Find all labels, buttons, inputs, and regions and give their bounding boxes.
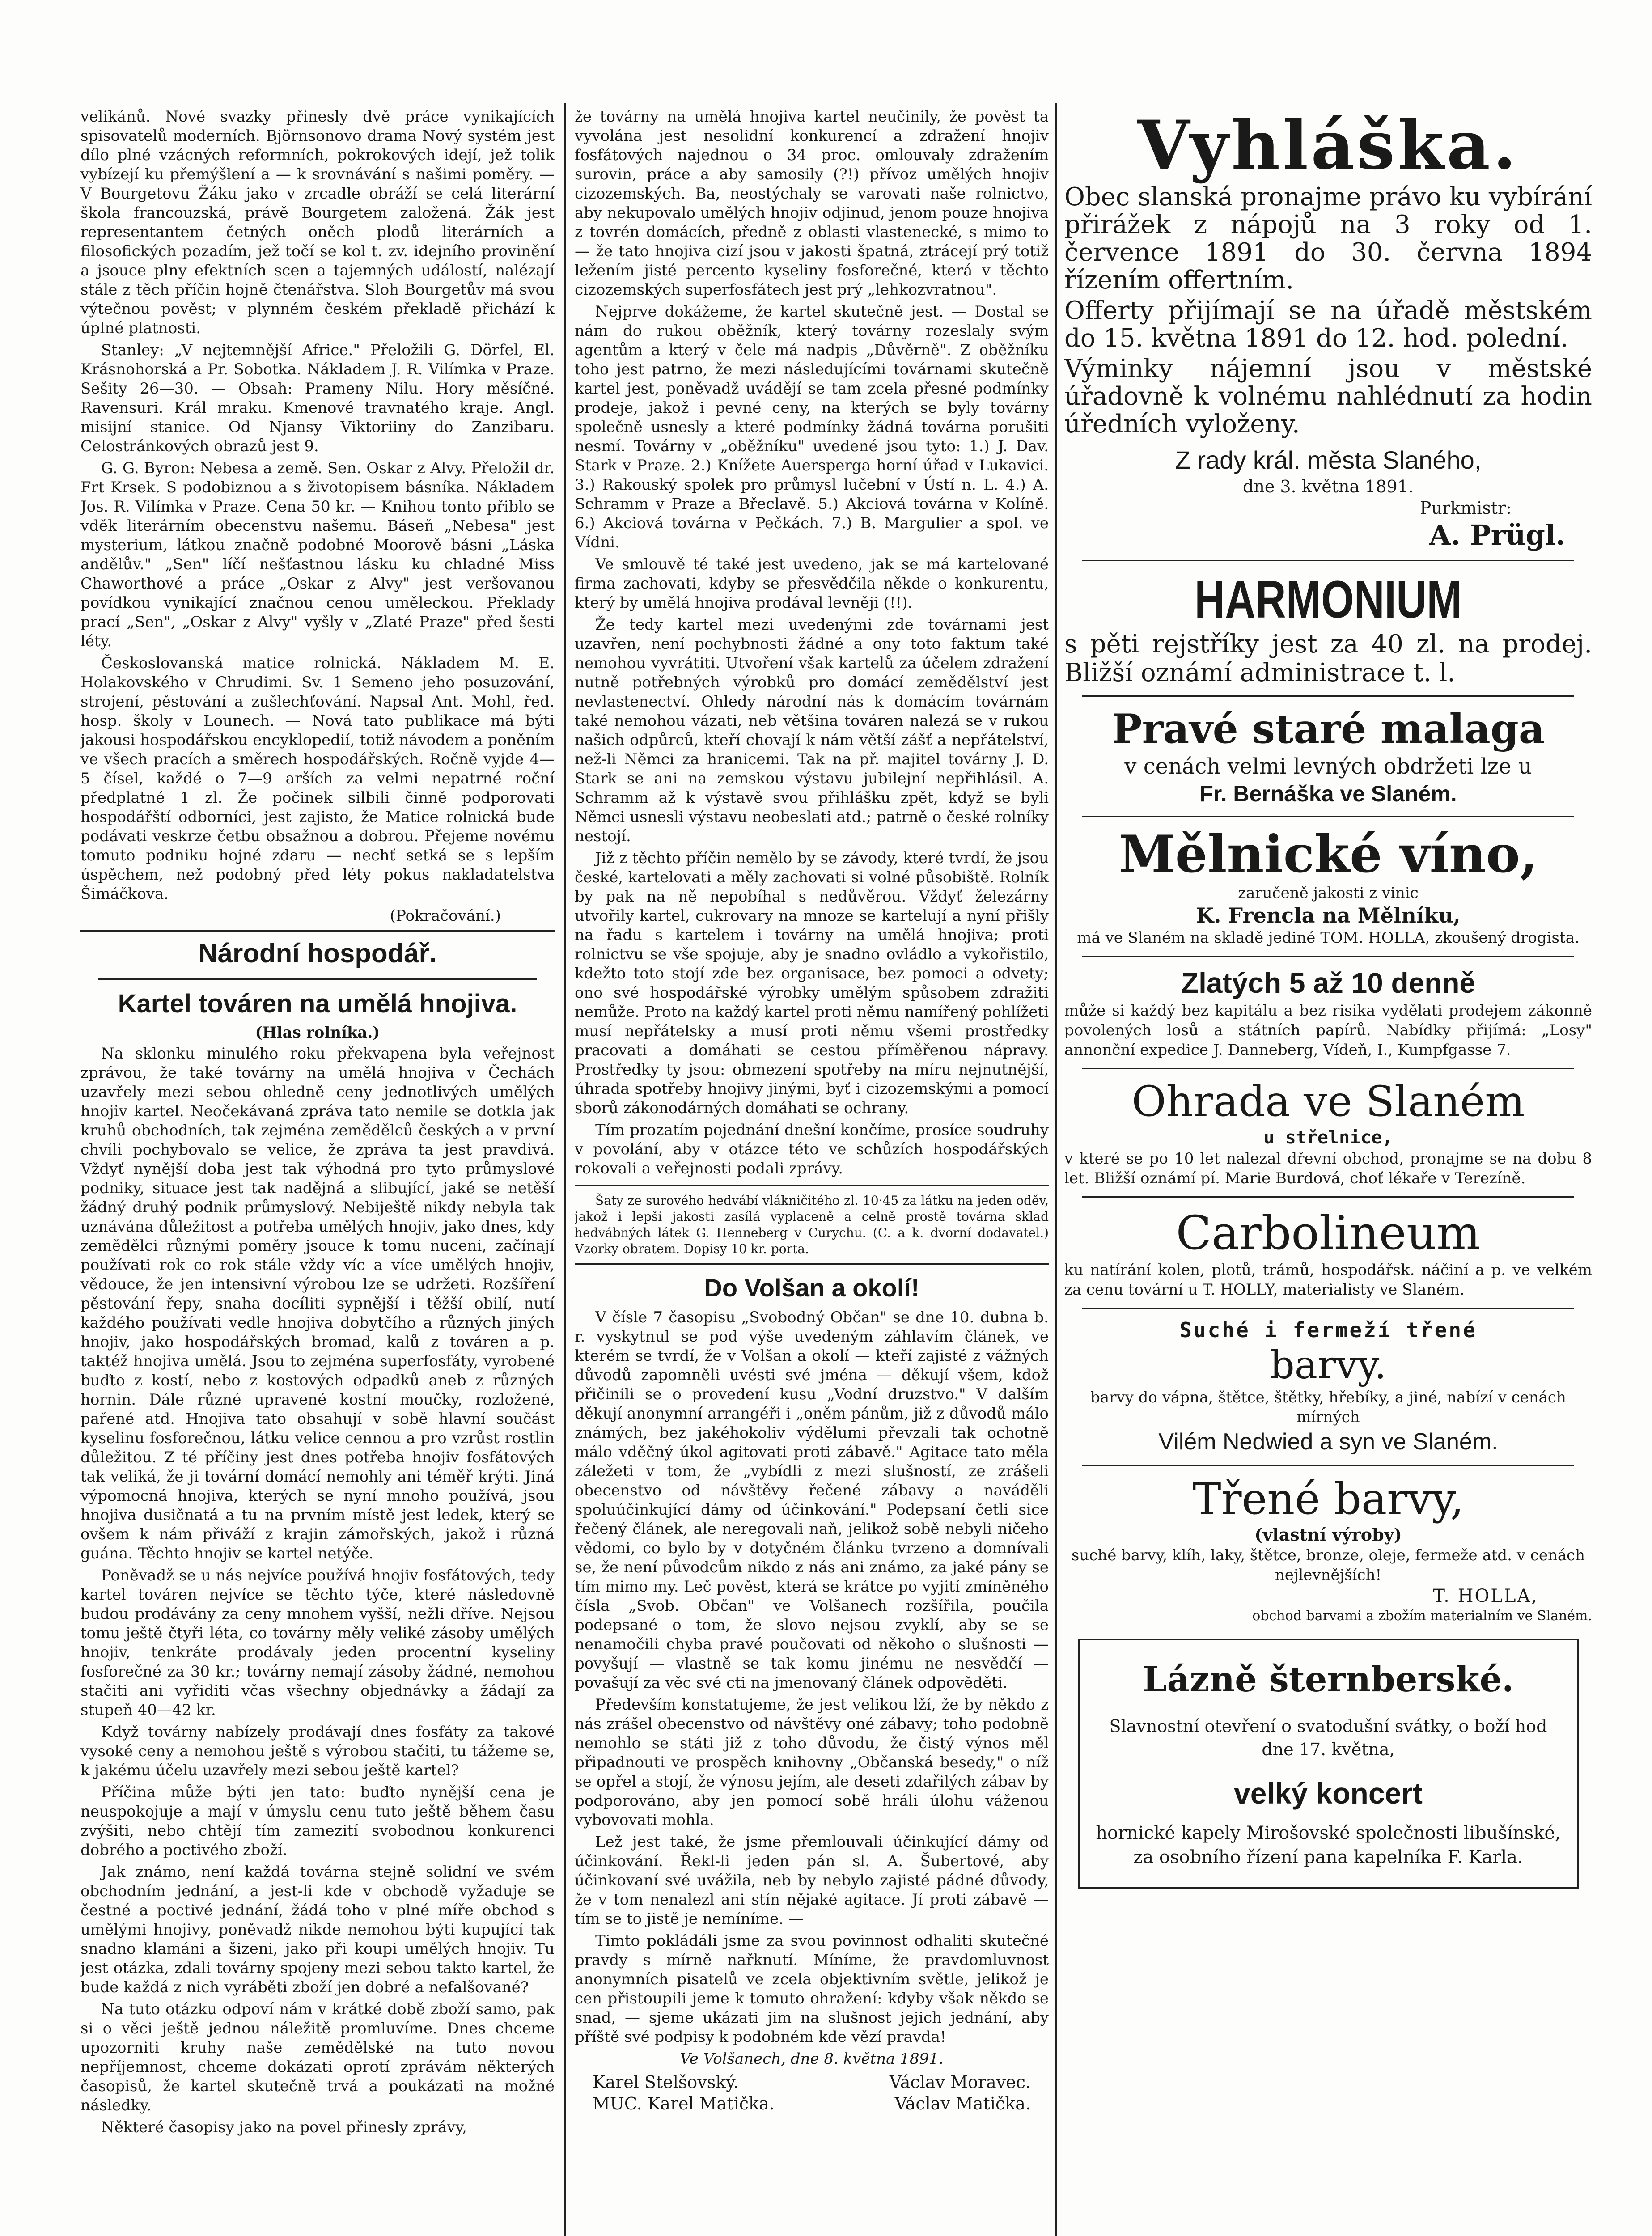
malaga-seller: Fr. Bernáška ve Slaném. <box>1199 781 1457 806</box>
intro-paragraph: velikánů. Nové svazky přinesly dvě práce vynikajících spisovatelů moderních. Björnsonovo drama Nový systém jest dílo plné vzácných reformních, pokrokových idejí, jež tolik vybízejí ku přemýšlení a — k srovnávání s našimi poměry. — V Bourgetovu Žáku jako v zrcadle obráží se celá literární škola francouzská, právě Bourgetem založená. Žák jest representantem četných oněch plodů literárních a filosofických pozadím, jež točí se kol t. zv. idejního provinění a jsouce plny efektních scen a tajemných událostí, nalézají stále z těch příčin hojně čtenářstva. Sloh Bourgetův má svou výtečnou pověst; v plynném českém překladě přichází k úplné platnosti. <box>80 108 555 337</box>
lazne-title: Lázně šternberské. <box>1142 1659 1514 1700</box>
lazne-band: hornické kapely Mirošovské společnosti libušínské, za osobního řízení pana kapelníka F. Karla. <box>1096 1823 1561 1868</box>
article-source: (Hlas rolníka.) <box>255 1024 380 1042</box>
article-paragraph: Že tedy kartel mezi uvedenými zde továrnami jest uzavřen, není pochybnosti žádné a ony toto faktum také nemohou vyvrátiti. Utvoření však kartelů za účelem zdražení nutně potřebných výrobků pro domácí zemědělství jest nevlastenectví. Ohledy národní nás k domácím továrnám také nemohou vázati, neb většina továren nalezá se v rukou našich odpůrců, kteří chovají k nám větší zášť a nepřátelství, než-li Němci za hranicemi. Tak na př. majitel továrny J. D. Stark se ani na zemskou výstavu jubilejní nepřihlásil. A. Schramm až k výstavě svou přihlášku zpět, když se byli Němci usnesli výstavu neobeslati atd.; patrně o české rolníky nestojí. <box>575 616 1049 845</box>
article-paragraph: Některé časopisy jako na povel přinesly zprávy, <box>101 2118 467 2136</box>
harmonium-title: HARMONIUM <box>1195 570 1462 629</box>
article-paragraph: Na tuto otázku odpoví nám v krátké době zboží samo, pak si o věci ještě jednou náležitě promluvíme. Dnes chceme upozorniti kruhy naše zemědělské na tuto novou nepříjemnost, chceme dokázati oprotí zprávám některých časopisů, že kartel skutečně trvá a poukázati na možné následky. <box>80 2000 555 2114</box>
trene-title: Třené barvy, <box>1192 1474 1464 1524</box>
suche-seller: Vilém Nedwied a syn ve Slaném. <box>1158 1429 1498 1455</box>
malaga-body: v cenách velmi levných obdržeti lze u <box>1124 754 1532 779</box>
vyhlaska-from: Z rady král. města Slaného, <box>1175 446 1482 474</box>
column-3-advertisements <box>1064 107 1592 1889</box>
vyhlaska-body: Obec slanská pronajme právo ku vybírání přirážek z nápojů na 3 roky od 1. července 1891 do 30. června 1894 řízením offertním. <box>1064 182 1592 295</box>
signature: Karel Stelšovský. <box>593 2072 739 2092</box>
divider <box>1082 816 1574 817</box>
silk-advertisement: Šaty ze surového hedvábí vlákničitého zl. 10·45 za látku na jeden oděv, jakož i lepší jakosti zasílá vyplaceně a celně prostě továrna sklad hedvábných látek G. Henneberg v Curychu. (C. a k. dvorní dodavatel.) Vzorky obratem. Dopisy 10 kr. porta. <box>575 1193 1049 1256</box>
suche-heading: Suché i fermeží třené <box>1179 1318 1477 1342</box>
article-paragraph: Poněvadž se u nás nejvíce používá hnojiv fosfátových, tedy kartel továren nejvíce se těchto týče, které následovně budou prodávány za ceny mnohem vyšší, nežli dříve. Nejsou tomu ještě čtyři léta, co továrny měly veliké zásoby umělých hnojiv, tenkráte prodávaly jeden procentní kyseliny fosforečné za 30 kr.; továrny nemají zásoby žádné, nemohou stačiti ani vyřiditi včas všechny objednávky a žádají za stupeň 40—42 kr. <box>80 1567 555 1719</box>
review-byron: G. G. Byron: Nebesa a země. Sen. Oskar z Alvy. Přeložil dr. Frt Krsek. S podobiznou a s životopisem básníka. Nákladem Jos. R. Vilímka v Praze. Cena 50 kr. — Knihou tonto přiblo se vděk literárním obecenstvu našemu. Báseň „Nebesa" jest mysterium, látkou značně podobné Moorově básni „Láska andělův." „Sen" líčí nešťastnou lásku ku chladné Miss Chaworthové a práce „Oskar z Alvy" jest veršovanou povídkou vynikající značnou cenou uměleckou. Překlady prací „Sen", „Oskar z Alvy" vyšly v „Zlaté Praze" před šesti léty. <box>80 459 555 650</box>
melnik-line: K. Frencla na Mělníku, <box>1196 903 1461 927</box>
lazne-body: Slavnostní otevření o svatodušní svátky, o boží hod dne 17. května, <box>1109 1716 1547 1759</box>
divider <box>98 978 537 980</box>
ohrada-sub: u střelnice, <box>1263 1127 1393 1148</box>
divider <box>1082 1196 1574 1198</box>
column-2 <box>575 107 1049 2114</box>
article-paragraph: že továrny na umělá hnojiva kartel neučinily, že pověst ta vyvolána jest nesolidní konkurencí a zdražení hnojiv fosfátových najednou o 34 proc. omlouvaly zdražením surovin, práce a aby samosily (?!) přívoz umělých hnojiv cizozemských. Ba, neostýchaly se varovati naše rolnictvo, aby nekupovalo umělých hnojiv odjinud, jenom pouze hnojiva z tovrén domácích, předně z oblasti vlastenecké, s mimo to — že tato hnojiva cizí jsou v jakosti špatná, ztrácejí prý totiž ležením jisté percento kyseliny fosforečné, která v těchto cizozemských superfosfátech jest prý „lehkozvratnou". <box>575 108 1049 299</box>
article2-paragraph: Především konstatujeme, že jest velikou lží, že by někdo z nás zrášel obecenstvo od návštěvy oné zábavy; toho podobně nemohlo se státi již z toho důvodu, že čistý výnos měl připadnouti ve prospěch knihovny „Občanská besedy," o níž se opřel a stojí, že výnosu jejím, ale deseti zdařilých zábav by podporováno, aby jen pomocí sobě hráli úlohu váženou vybovovati mohla. <box>575 1696 1049 1829</box>
divider <box>80 930 555 932</box>
carbolineum-title: Carbolineum <box>1176 1206 1481 1260</box>
article-paragraph: Tím prozatím pojednání dnešní končíme, prosíce soudruhy v povolání, aby v otázce této ve schůzích hospodářských rokovali a veřejnosti podali zprávy. <box>575 1121 1049 1177</box>
continuation-note: (Pokračování.) <box>390 907 501 925</box>
article-paragraph: Když továrny nabízely prodávají dnes fosfáty za takové vysoké ceny a nemohou ještě s výrobou stačiti, tu tážeme se, k jakému účelu uzavřely mezi sebou ještě kartel? <box>80 1723 555 1779</box>
trene-body: suché barvy, klíh, laky, štětce, bronze, oleje, fermeže atd. v cenách nejlevnějších! <box>1071 1546 1585 1584</box>
article-paragraph: Jak známo, není každá továrna stejně solidní ve svém obchodním jednání, a jest-li kde v obchodě vyžaduje se čestné a poctivé jednání, žádá toho v plné míře obchod s umělými hnojivy, poněvadž nikde nemohou býti kupující tak snadno klamáni a šizeni, jako při koupi umělých hnojiv. Tu jest otázka, zdali továrny spojeny mezi sebou takto kartel, že bude každá z nich vyráběti zboží jen dobré a nefalšované? <box>80 1863 555 1996</box>
article-paragraph: Již z těchto příčin nemělo by se závody, které tvrdí, že jsou české, kartelovati a měly zachovati si volné působiště. Rolník by pak na ně nepobíhal s nedůvěrou. Vždyť železárny utvořily kartel, cukrovary na mnoze se kartelují a nyní přišly na řadu s kartelem i továrny na umělá hnojiva; proti rolnictvu se vše spojuje, aby je snadno ovládlo a vykořistilo, kdežto toto stojí zde bez organisace, bez pomoci a odvety; ono své hospodářské výrobky umělým spůsobem zdražiti nemůže. Proto na každý kartel proti němu namířený pohlížeti musí nepřátelsky a musí proti němu všemi prostředky pracovati a domáhati se cestou příměřenou nápravy. Prostředky ty jsou: obmezení spotřeby na míru nejnutnější, úhrada spotřeby hnojivy jinými, byť i cizozemskými a pomocí sborů zákonodárných domáhati se ochrany. <box>575 849 1049 1117</box>
signature-row <box>575 2071 1049 2093</box>
vyhlaska-body: Výminky nájemní jsou v městské úřadovně k volnému nahlédnutí za hodin úředních vyloženy. <box>1064 354 1592 439</box>
divider <box>1082 1068 1574 1069</box>
divider <box>1082 695 1574 697</box>
trene-name: T. HOLLA, <box>1433 1586 1538 1606</box>
lazne-box <box>1078 1639 1579 1889</box>
divider <box>1082 560 1574 561</box>
carbolineum-body: ku natírání kolen, plotů, trámů, hospodářsk. náčiní a p. ve velkém za cenu tovární u T. HOLLY, materialisty ve Slaném. <box>1064 1261 1592 1299</box>
lazne-concert: velký koncert <box>1234 1777 1423 1810</box>
melnik-title: Mělnické víno, <box>1118 824 1538 884</box>
article-paragraph: Nejprve dokážeme, že kartel skutečně jest. — Dostal se nám do rukou oběžník, který továrny rozeslaly svým agentům a který v čele má nadpis „Důvěrně". Z oběžníku toho jest patrno, že mezi následujícími továrnami skutečně kartel jest, poněvadž uvádějí se tam zcela přesné podmínky prodeje, jakož i pevné ceny, na kterých se byly továrny společně usnesly a které podmínky žádná továrna porušiti nesmí. Továrny v „oběžníku" uvedené jsou tyto: 1.) J. Dav. Stark v Praze. 2.) Knížete Auersperga horní úřad v Lukavici. 3.) Rakouský spolek pro průmysl lučební v Ústí n. L. 4.) A. Schramm v Praze a Břeclavě. 5.) Akciová továrna v Kolíně. 6.) Akciová továrna v Pečkách. 7.) B. Margulier a spol. ve Vídni. <box>575 303 1049 551</box>
divider <box>575 1185 1049 1186</box>
column-rule-right <box>1055 103 1057 2236</box>
vyhlaska-role: Purkmistr: <box>1419 498 1512 518</box>
ohrada-body: v které se po 10 let nalezal dřevní obchod, pronajme se na dobu 8 let. Bližší oznámí pí. Marie Burdová, choť lékaře v Terezíně. <box>1064 1150 1592 1187</box>
column-rule-left <box>564 103 566 2236</box>
article-paragraph: Na sklonku minulého roku překvapena byla veřejnost zprávou, že také továrny na umělá hnojiva v Čechách uzavřely mezi sebou ohledně ceny jednotlivých umělých hnojiv kartel. Neočekávaná zpráva tato nemile se dotkla jak kruhů obchodních, tak zejména zemědělců českých a v první chvíli pochybovalo se velice, že zpráva ta jest pravdivá. Vždyť nynější doba jest tak výhodná pro tyto průmyslové podniky, situace jest tak nadějná a slibující, jaké se netěší žádný druhý podnik průmyslový. Nebiještě nikdy nebyla tak uznávána důležitost a potřeba umělých hnojiv, jako dnes, kdy zemědělci různými poměry jsouce k tomu nuceni, začínají používati rok co rok stále vždy víc a více umělých hnojiv, vědouce, že jen intensivní výrobou lze se udržeti. Rozšíření pěstování řepy, snaha docíliti sypnější i těžší obilí, nutí každého používati vedle hnojiva dobytčího a různých jiných hnojiv, jako hospodářských bromad, kalů z továren a p. taktéž hnojiva umělá. Jsou to zejména superfosfáty, vyrobené buďto z kostí, nebo z kostových odpadků aneb z různých hornin. Dále různé upravené kostní moučky, rozložené, pařené atd. Hnojiva tato obsahují v sobě hlavní součást kyselinu fosforečnou, látku velice cennou a pro vzrůst rostlin důležitou. Z té příčiny jest dnes potřeba hnojiv fosfátových tak veliká, že ji tovární domácí nemohly ani téměř krýti. Jiná výpomocná hnojiva, kterých se nyní mnoho používá, jsou hnojiva dusičnatá a tu na prvním místě jest ledek, který se ovšem k nám přiváží z krajin zámořských, jakož i různá guána. Těchto hnojiv se kartel netýče. <box>80 1045 555 1563</box>
divider <box>1082 1465 1574 1466</box>
article2-paragraph: V čísle 7 časopisu „Svobodný Občan" se dne 10. dubna b. r. vyskytnul se pod výše uvedeným záhlavím článek, ve kterém se tvrdí, že v Volšan a okolí — kteří zajisté z vážných důvodů zapomněli uvésti své jména — děkují všem, kdož přičinili se o provedení kusu „Vodní druzstvo." V dalším děkují anonymní arrangéři i „oněm pánům, již z důvodů málo známých, bez jakéhokoliv výdělumi převzali tak ochotně málo vděčný úkol agitovati proti zábavě." Agitace tato měla záležeti v tom, že „vybídli z mezi slušností, ze zrášeli obecenstvo od návštěvy řečené zábavy a naváděli spoluúčinkující dámy od účinkování." Podepsaní četli sice řečený článek, ale neregovali naň, jelikož sobě nebyli ničeho vědomi, co bylo by v dotyčném článku tvrzeno a domnívali se, že není původcům nikdo z nás ani známo, za jaké pány se tím mimo my. Leč pověst, která se krátce po vyjití zmíněného čísla „Svob. Občan" ve Volšanech rozšířila, poučila podepsané o tom, že slovo nejsou zvyklí, aby se se nenamočili chyba pravé poučovati od někoho o slušnosti — povyšují — vlastně se tak komu jinému ne nesvědčí — povašují za věc své cti na jmenovaný článek odpověděti. <box>575 1309 1049 1692</box>
trene-desc: obchod barvami a zbožím materialním ve Slaném. <box>1252 1608 1592 1624</box>
zlatych-body: může si každý bez kapitálu a bez risika vydělati prodejem zákonně povolených losů a státních papírů. Nabídky přijímá: „Losy" annonční expedice J. Danneberg, Vídeň, I., Kumpfgasse 7. <box>1064 1002 1592 1059</box>
divider <box>1082 956 1574 957</box>
harmonium-body: s pěti rejstříky jest za 40 zl. na prodej. Bližší oznámí administrace t. l. <box>1064 630 1592 687</box>
column-1 <box>80 107 555 2140</box>
article2-paragraph: Timto pokládáli jsme za svou povinnost odhaliti skutečné pravdy s mírně nařknutí. Míníme, že pravdomluvnost anonymních pisatelů ve zcela objektivním světle, jelikož je cen přistoupili jeme k tomuto ohražení: kdyby však někdo se snad, — sjeme ukázati jim na slušnost jejich jednání, aby příště své podpisy k podobném kde vězí pravda! <box>575 1932 1049 2046</box>
suche-title: barvy. <box>1270 1343 1387 1388</box>
section-heading: Národní hospodář. <box>198 938 437 968</box>
signature: MUC. Karel Matička. <box>593 2094 775 2113</box>
review-matice: Českoslovanská matice rolnická. Nákladem M. E. Holakovského v Chrudimi. Sv. 1 Semeno jeho posuzování, strojení, pěstování a zušlechťování. Napsal Ant. Mohl, řed. hosp. školy v Lounech. — Nová tato publikace má býti jakousi hospodářskou encyklopedií, totiž návodem a poněním ve všech pracích a směrech hospodářských. Ročně vyjde 4—5 čísel, každé o 7—9 arších za velmi nepatrné roční předplatné 1 zl. Že počinek silbili činně podporovati hospodářští odborníci, jest zajisto, že Matice rolnická bude podávati veskrze četbu obsažnou a dobrou. Přejeme novému tomuto podniku hojné zdaru — nechť setká se s lepším úspěchem, než podobný před léty pokus nakladatelstva Šimáčkova. <box>80 654 555 903</box>
vyhlaska-signature: A. Prügl. <box>1429 519 1565 551</box>
article2-title: Do Volšan a okolí! <box>704 1274 919 1302</box>
article-paragraph: Příčina může býti jen tato: buďto nynější cena je neuspokojuje a mají v úmyslu cenu tuto ještě během času zvýšiti, nebo chtějí tím zamezití svobodnou konkurenci dobrého a poctivého zboží. <box>80 1783 555 1859</box>
trene-sub: (vlastní výroby) <box>1254 1525 1402 1545</box>
signature: Václav Matička. <box>894 2094 1031 2113</box>
ohrada-title: Ohrada ve Slaném <box>1131 1077 1525 1126</box>
signature-row <box>575 2093 1049 2114</box>
vyhlaska-title: Vyhláška. <box>1137 107 1519 185</box>
article2-paragraph: Lež jest také, že jsme přemlouvali účinkující dámy od účinkování. Řekl-li jeden pán sl. A. Šubertové, aby účinkovaní své uvážila, neb by nebylo zajisté pádné důvody, že v tom nenalezl ani stín nějaké agitace. Jí proti zábavě — tím se to jistě je nemíníme. — <box>575 1833 1049 1928</box>
divider <box>1082 1308 1574 1309</box>
vyhlaska-body: Offerty přijímají se na úřadě městském do 15. května 1891 do 12. hod. polední. <box>1064 296 1592 353</box>
article-title: Kartel továren na umělá hnojiva. <box>118 989 517 1018</box>
suche-body: barvy do vápna, štětce, štětky, hřebíky, a jiné, nabízí v cenách mírných <box>1090 1389 1566 1426</box>
malaga-title: Pravé staré malaga <box>1111 705 1545 753</box>
divider <box>575 1263 1049 1265</box>
zlatych-title: Zlatých 5 až 10 denně <box>1181 967 1476 999</box>
melnik-line: má ve Slaném na skladě jediné TOM. HOLLA, zkoušený drogista. <box>1077 929 1580 947</box>
vyhlaska-date: dne 3. května 1891. <box>1243 477 1414 496</box>
melnik-line: zaručeně jakosti z vinic <box>1238 884 1419 902</box>
dateline: Ve Volšanech, dne 8. května 1891. <box>680 2050 944 2068</box>
article-paragraph: Ve smlouvě té také jest uvedeno, jak se má kartelované firma zachovati, kdyby se přesvědčila někde o konkurentu, který by umělá hnojiva prodával levněji (!!). <box>575 555 1049 612</box>
signature: Václav Moravec. <box>889 2072 1031 2092</box>
review-stanley: Stanley: „V nejtemnější Africe." Přeložili G. Dörfel, El. Krásnohorská a Pr. Sobotka. Nákladem J. R. Vilímka v Praze. Sešity 26—30. — Obsah: Prameny Nilu. Hory měsíčné. Ravensuri. Král mraku. Kmenové travnatého kraje. Angl. misijní stanice. Od Njansy Viktoriiny do Zanzibaru. Celostránkových obrazů jest 9. <box>80 341 555 455</box>
